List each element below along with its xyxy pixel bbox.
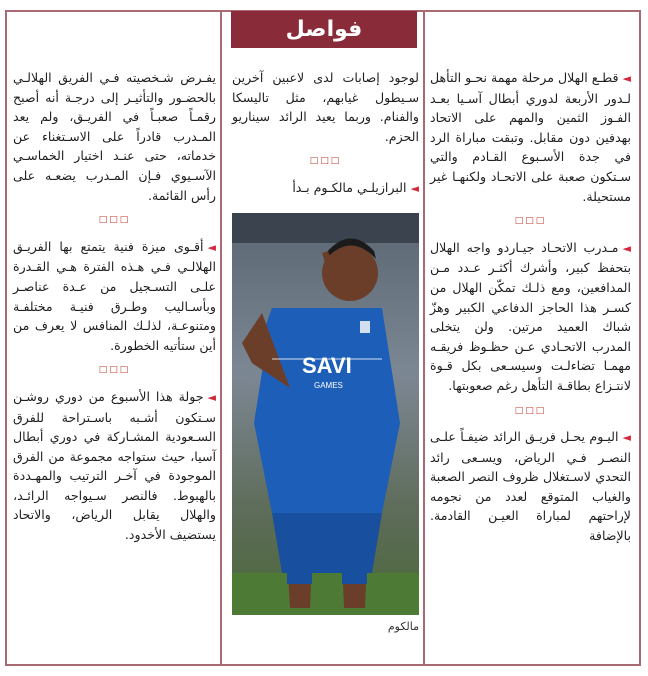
bullet-arrow-icon: ◄ — [622, 72, 631, 85]
column-divider — [220, 10, 222, 666]
bullet-arrow-icon: ◄ — [410, 181, 419, 195]
paragraph: ◄جولة هذا الأسبوع من دوري روشـن سـتكون أشـبه باسـتراحة للفرق السـعودية المشـاركة في دوري أبطال آسيا، حيث ستواجه مجموعة من الفرق الموجودة في آخـر الترتيب والمهـددة بالهبوط. فالنصر سـيواجه الرائـد، والهلال يقابل الرياض، والاتحاد يستضيف الأخدود. — [13, 388, 216, 543]
paragraph: ◄البرازيلـي مالكـوم بـدأ — [292, 179, 419, 195]
paragraph: يفـرض شـخصيته فـي الفريق الهلالـي بالحضـور والتأثيـر إلى درجـة أنه أصبح رقمـاً صعبـاً في الفريـق، ولم يعد المـدرب قادراً على الاسـتغناء عن خدماته، حتى عنـد اختيار الخماسـي الآسـيوي فـإن المـدرب يضعـه على رأس القائمة. — [13, 70, 216, 203]
column-middle — [232, 68, 419, 199]
bullet-arrow-icon: ◄ — [207, 240, 216, 254]
shirt-sponsor-text: SAVI — [302, 353, 352, 378]
bullet-arrow-icon: ◄ — [622, 241, 631, 255]
player-photo — [232, 213, 419, 615]
bullet-arrow-icon: ◄ — [622, 431, 631, 445]
paragraph: ◄قطـع الهلال مرحلة مهمة نحـو التأهل لـدور الأربعة لدوري أبطال آسـيا بعـد الفـوز الثمين والمهم على الاتحاد بهدفين دون مقابل. وتبقت مباراة الرد في جدة الأسـبوع القـادم والتي سـتكون صعبة على الاتحـاد ولكنهـا غير مستحيلة. — [430, 70, 631, 204]
column-left — [13, 68, 216, 545]
paragraph: ◄مـدرب الاتحـاد جيـاردو واجه الهلال بتحفظ كبير، وأشرك أكثـر عـدد مـن المدافعين، ومع ذلـك تمكّن الهلال من كسـر هذا الحاجز الدفاعي الكبير وهزّ شباك العميد مرتين. ولن يتخلى المدرب الاتحـادي عـن حظـوظ فريقـه مهمـا تضاءلـت وسيسـعى بكل قـوة لانتـزاع بطاقـة التأهل رغم صعوبتها. — [430, 239, 631, 393]
paragraph: ◄أقـوى ميزة فنية يتمتع بها الفريـق الهلالـي فـي هـذه الفترة هـي القـدرة علـى التسـجيل من عـدة عناصـر وبأسـاليب وطـرق فنيـة مختلفـة ومتنوعـة، لذلـك المنافس لا يعرف من أين ستأتيه الخطورة. — [13, 238, 216, 353]
separator: □□□ — [514, 216, 547, 227]
separator: □□□ — [98, 365, 131, 376]
bullet-arrow-icon: ◄ — [207, 390, 216, 404]
section-title — [231, 11, 417, 48]
column-divider — [423, 10, 425, 666]
section-title-text: فواصل — [285, 17, 363, 42]
separator: □□□ — [514, 405, 547, 416]
photo-caption: مالكوم — [387, 620, 419, 633]
paragraph: ◄اليـوم يحـل فريـق الرائد ضيفـاً علـى النصـر فـي الرياض، ويسـعى رائد التحدي لاسـتغلال ظروف النصر الصعبة والغياب المتوقع لعدد من نجومه لإراحتهم لمباراة العيـن القادمة. بالإضافة — [430, 429, 631, 544]
paragraph: لوجود إصابات لدى لاعبين آخرين سـيطول غيابهم، مثل تاليسكا والفنام. وربما يعيد الرائد سيناريو الحزم. — [232, 70, 419, 144]
separator: □□□ — [309, 156, 342, 167]
column-right — [430, 68, 631, 546]
shirt-sponsor-subtext: GAMES — [314, 381, 343, 390]
separator: □□□ — [98, 215, 131, 226]
